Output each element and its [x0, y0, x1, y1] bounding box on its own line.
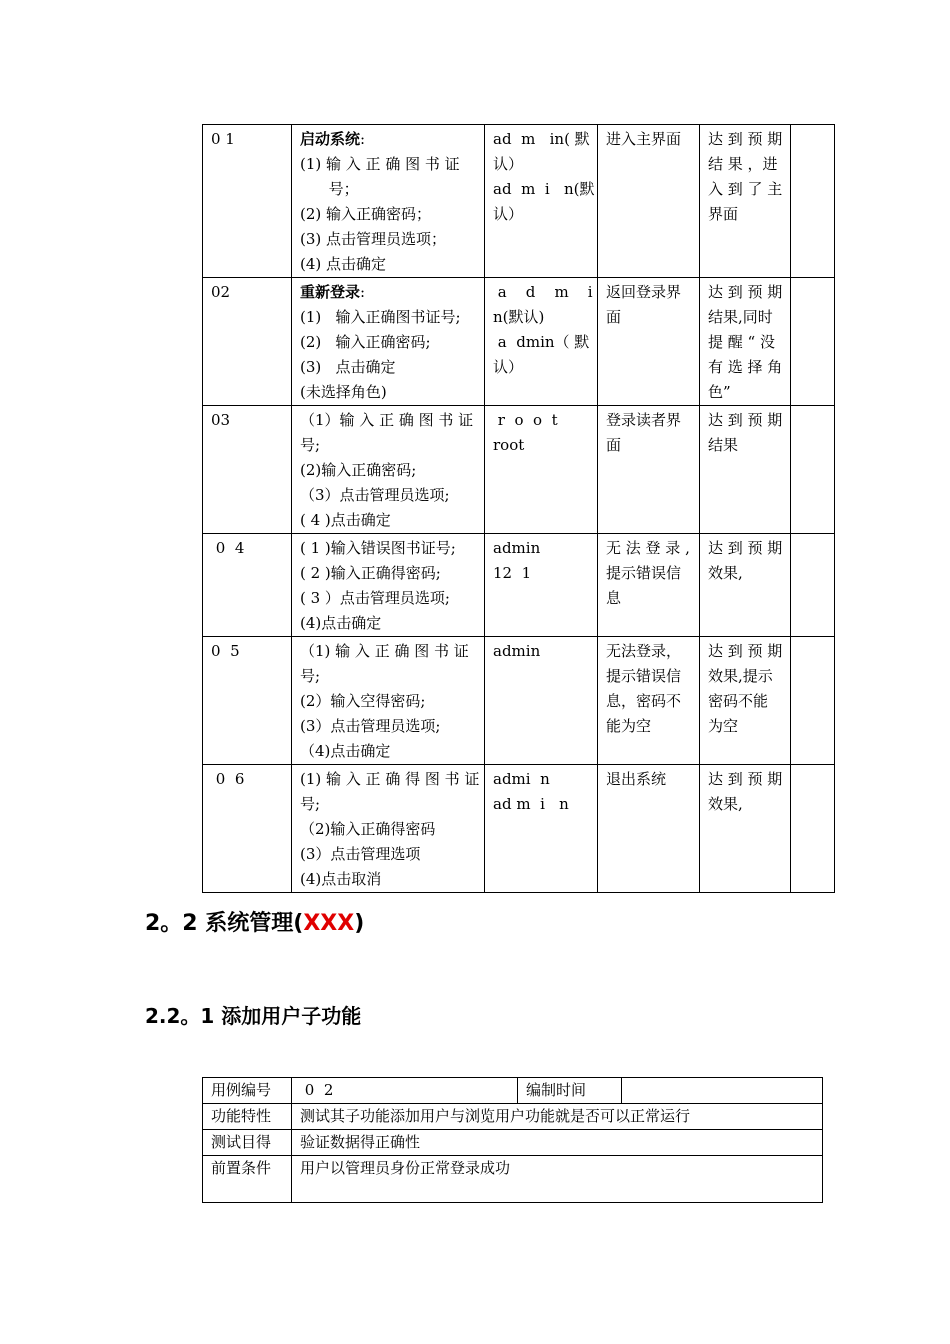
data-line: admin	[493, 539, 541, 557]
remark-cell	[791, 765, 835, 893]
step-line: ( 3 ）点击管理员选项;	[300, 589, 450, 607]
case-no-label: 用例编号	[203, 1078, 292, 1104]
step-line: （3）点击管理员选项;	[300, 486, 450, 504]
feature-value: 测试其子功能添加用户与浏览用户功能就是否可以正常运行	[292, 1104, 823, 1130]
case-id-cell	[203, 637, 292, 765]
step-line: (3）点击管理选项	[300, 845, 421, 863]
subsection-heading: 2.2。1 添加用户子功能	[145, 1004, 362, 1028]
actual-line: 提 醒 “ 没	[708, 333, 775, 351]
case-id: 0 1	[211, 130, 235, 148]
case-id: 02	[211, 283, 231, 301]
data-line: 12 1	[493, 564, 532, 582]
table-row	[203, 637, 835, 765]
step-line: 号;	[300, 436, 321, 454]
steps-title: 重新登录:	[300, 283, 366, 301]
actual-cell	[700, 125, 791, 278]
data-line: a dmin（ 默	[493, 333, 590, 351]
case-id: 0 5	[211, 642, 240, 660]
actual-line: 效果,	[708, 795, 743, 813]
precondition-value: 用户以管理员身份正常登录成功	[292, 1156, 823, 1203]
expected-line: 无法登录，	[606, 642, 682, 660]
use-case-info-table	[202, 1077, 823, 1203]
case-id-cell	[203, 406, 292, 534]
step-line: ( 2 )输入正确得密码;	[300, 564, 441, 582]
actual-line: 达 到 预 期	[708, 283, 783, 301]
expected-line: 退出系统	[606, 770, 667, 788]
table-row	[203, 1156, 823, 1203]
actual-cell	[700, 765, 791, 893]
data-line: r o o t	[493, 411, 558, 429]
remark-cell	[791, 125, 835, 278]
section-heading-red: XXX	[303, 911, 355, 936]
data-line: 认）	[493, 205, 524, 223]
step-line: (3) 点击管理员选项；	[300, 230, 447, 248]
data-line: 认）	[493, 358, 524, 376]
expected-cell	[598, 406, 700, 534]
actual-line: 效果,	[708, 564, 743, 582]
steps-cell	[292, 406, 485, 534]
goal-label: 测试目得	[203, 1130, 292, 1156]
table-row	[203, 278, 835, 406]
case-id: 0 6	[211, 770, 245, 788]
remark-cell	[791, 637, 835, 765]
actual-line: 结果	[708, 436, 739, 454]
table-row	[203, 406, 835, 534]
case-id-cell	[203, 765, 292, 893]
steps-cell	[292, 278, 485, 406]
table-row	[203, 1130, 823, 1156]
data-cell	[485, 534, 598, 637]
actual-line: 达 到 预 期	[708, 770, 783, 788]
actual-line: 入 到 了 主	[708, 180, 783, 198]
expected-line: 进入主界面	[606, 130, 682, 148]
step-line: (2)输入正确密码;	[300, 461, 417, 479]
step-line: （4)点击确定	[300, 742, 391, 760]
actual-line: 界面	[708, 205, 739, 223]
case-id: 03	[211, 411, 231, 429]
remark-cell	[791, 534, 835, 637]
expected-line: 面	[606, 308, 622, 326]
table-row	[203, 765, 835, 893]
expected-line: 息	[606, 589, 622, 607]
expected-line: 面	[606, 436, 622, 454]
table-row	[203, 534, 835, 637]
step-line: (2）输入空得密码;	[300, 692, 426, 710]
step-line: (4)点击确定	[300, 614, 382, 632]
data-line: ad m in( 默	[493, 130, 590, 148]
expected-cell	[598, 125, 700, 278]
data-line: admi n	[493, 770, 550, 788]
actual-line: 达 到 预 期	[708, 411, 783, 429]
expected-cell	[598, 637, 700, 765]
expected-line: 提示错误信	[606, 564, 682, 582]
expected-line: 能为空	[606, 717, 652, 735]
data-cell	[485, 406, 598, 534]
step-line: (1) 输 入 正 确 得 图 书 证	[300, 770, 480, 788]
step-line: (1) 输入正确图书证号;	[300, 308, 461, 326]
data-cell	[485, 125, 598, 278]
step-line: 号；	[300, 180, 359, 198]
actual-line: 达 到 预 期	[708, 539, 783, 557]
data-line: ad m i n	[493, 795, 569, 813]
steps-cell	[292, 125, 485, 278]
data-line: ad m i n(默	[493, 180, 595, 198]
data-line: root	[493, 436, 525, 454]
actual-line: 有 选 择 角	[708, 358, 783, 376]
case-id: 0 4	[211, 539, 245, 557]
test-case-table	[202, 124, 835, 893]
data-cell	[485, 765, 598, 893]
data-cell	[485, 637, 598, 765]
step-line: (2) 输入正确密码;	[300, 333, 431, 351]
step-line: 号;	[300, 795, 321, 813]
case-id-cell	[203, 125, 292, 278]
expected-line: 登录读者界	[606, 411, 682, 429]
step-line: (4) 点击确定	[300, 255, 387, 273]
case-id-cell	[203, 534, 292, 637]
actual-cell	[700, 406, 791, 534]
time-label: 编制时间	[518, 1078, 622, 1104]
step-line: (3）点击管理员选项;	[300, 717, 441, 735]
table-row	[203, 1104, 823, 1130]
expected-line: 提示错误信	[606, 667, 682, 685]
table-row	[203, 1078, 823, 1104]
steps-title: 启动系统:	[300, 130, 366, 148]
precondition-label: 前置条件	[203, 1156, 292, 1203]
actual-line: 密码不能	[708, 692, 769, 710]
step-line: (3) 点击确定	[300, 358, 396, 376]
actual-line: 结 果 ，进	[708, 155, 778, 173]
expected-line: 息，密码不	[606, 692, 682, 710]
case-id-cell	[203, 278, 292, 406]
feature-label: 功能特性	[203, 1104, 292, 1130]
data-line: n(默认)	[493, 308, 545, 326]
step-line: （1) 输 入 正 确 图 书 证	[300, 642, 469, 660]
expected-cell	[598, 278, 700, 406]
actual-cell	[700, 278, 791, 406]
steps-cell	[292, 637, 485, 765]
expected-cell	[598, 534, 700, 637]
actual-line: 结果,同时	[708, 308, 773, 326]
time-value	[622, 1078, 823, 1104]
actual-cell	[700, 637, 791, 765]
remark-cell	[791, 278, 835, 406]
actual-line: 达 到 预 期	[708, 642, 783, 660]
steps-cell	[292, 534, 485, 637]
step-line: (未选择角色)	[300, 383, 387, 401]
goal-value: 验证数据得正确性	[292, 1130, 823, 1156]
step-line: (1) 输 入 正 确 图 书 证	[300, 155, 460, 173]
actual-line: 为空	[708, 717, 739, 735]
section-heading: 2。2 系统管理(XXX)	[145, 911, 365, 936]
case-no-value: 0 2	[292, 1078, 518, 1104]
actual-line: 效果,提示	[708, 667, 773, 685]
remark-cell	[791, 406, 835, 534]
expected-cell	[598, 765, 700, 893]
expected-line: 无 法 登 录 ,	[606, 539, 690, 557]
data-line: 认）	[493, 155, 524, 173]
step-line: 号;	[300, 667, 321, 685]
expected-line: 返回登录界	[606, 283, 682, 301]
step-line: （2)输入正确得密码	[300, 820, 436, 838]
step-line: （1）输 入 正 确 图 书 证	[300, 411, 474, 429]
step-line: ( 1 )输入错误图书证号;	[300, 539, 456, 557]
step-line: (4)点击取消	[300, 870, 382, 888]
actual-line: 色”	[708, 383, 731, 401]
data-cell	[485, 278, 598, 406]
table-row	[203, 125, 835, 278]
step-line: (2) 输入正确密码；	[300, 205, 432, 223]
step-line: ( 4 )点击确定	[300, 511, 391, 529]
steps-cell	[292, 765, 485, 893]
data-line: admin	[493, 642, 541, 660]
actual-line: 达 到 预 期	[708, 130, 783, 148]
actual-cell	[700, 534, 791, 637]
data-line: a d m i	[493, 283, 593, 301]
